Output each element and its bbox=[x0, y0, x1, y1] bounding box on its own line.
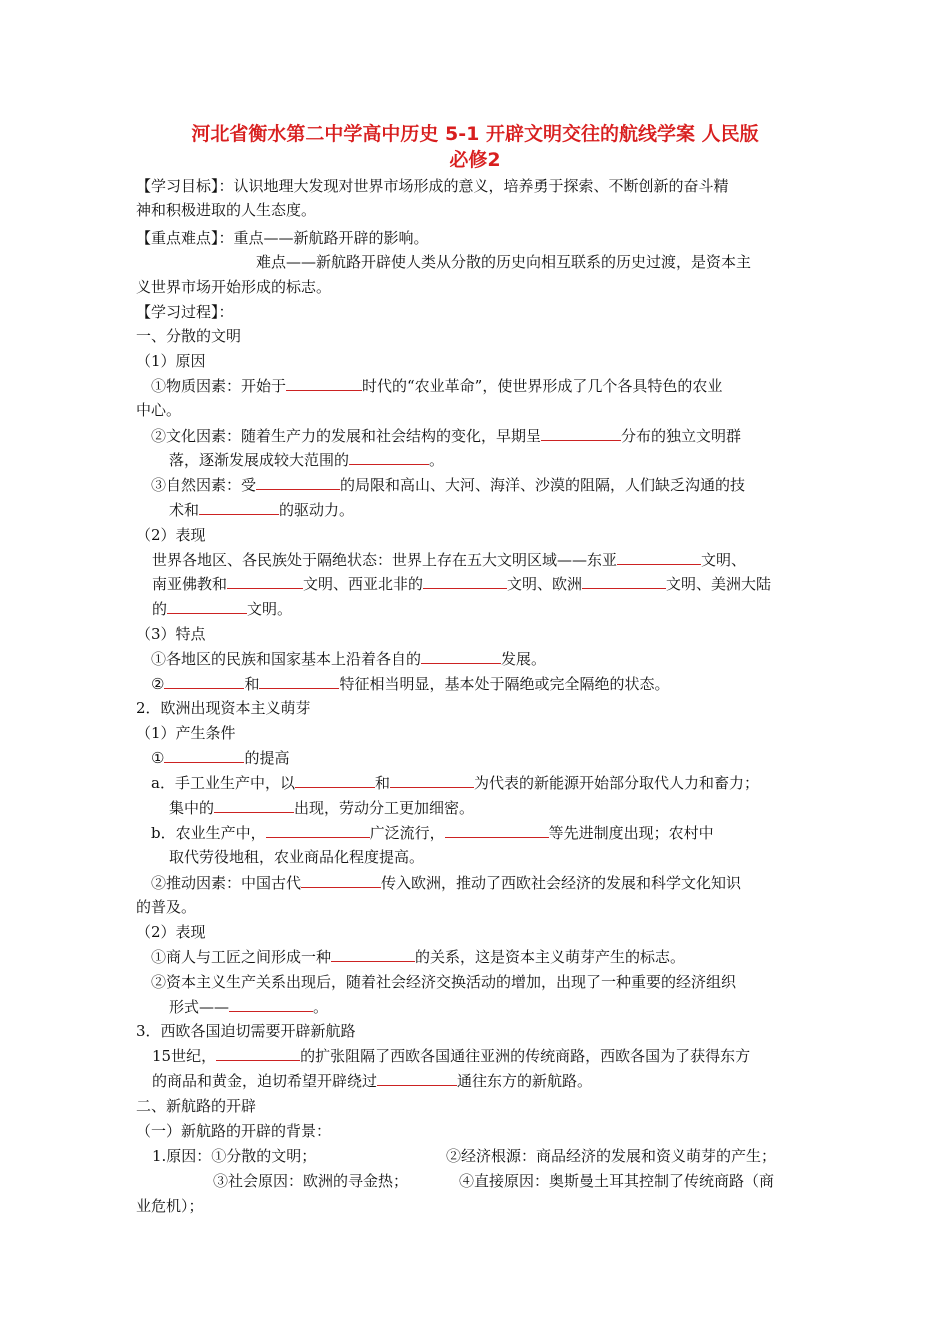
text-line: 取代劳役地租，农业商品化程度提高。 bbox=[169, 848, 425, 866]
text-line: 形式—— 。 bbox=[169, 998, 329, 1016]
fill-blank[interactable] bbox=[164, 747, 244, 763]
text-line: 术和 的驱动力。 bbox=[169, 501, 355, 519]
document-title-line2: 必修2 bbox=[449, 149, 501, 171]
fill-blank[interactable] bbox=[214, 797, 294, 813]
text-line: 的 文明。 bbox=[152, 600, 293, 618]
fill-blank[interactable] bbox=[445, 822, 549, 838]
fill-blank[interactable] bbox=[167, 598, 247, 614]
text-line: 业危机）； bbox=[136, 1197, 204, 1215]
fill-blank[interactable] bbox=[582, 573, 666, 589]
text-line: ③社会原因：欧洲的寻金热； bbox=[213, 1172, 409, 1190]
section-heading: 二、新航路的开辟 bbox=[136, 1097, 257, 1115]
text-line: 世界各地区、各民族处于隔绝状态：世界上存在五大文明区域——东亚 文明、 bbox=[152, 551, 747, 569]
learning-objectives: 【学习目标】：认识地理大发现对世界市场形成的意义，培养勇于探索、不断创新的奋斗精 bbox=[136, 177, 729, 195]
difficult-points: 难点——新航路开辟使人类从分散的历史向相互联系的历史过渡，是资本主 bbox=[256, 253, 752, 271]
subsection-heading: （2）表现 bbox=[136, 923, 206, 941]
fill-blank[interactable] bbox=[349, 449, 429, 465]
subsection-heading: （一）新航路的开辟的背景： bbox=[136, 1122, 332, 1140]
fill-blank[interactable] bbox=[199, 499, 279, 515]
process-heading: 【学习过程】： bbox=[136, 303, 234, 321]
fill-blank[interactable] bbox=[331, 946, 415, 962]
document-title: 河北省衡水第二中学高中历史 5-1 开辟文明交往的航线学案 人民版 bbox=[191, 123, 759, 145]
fill-blank[interactable] bbox=[266, 822, 370, 838]
text-line: 落，逐渐发展成较大范围的 。 bbox=[169, 451, 445, 469]
text-line: ①物质因素：开始于 时代的“农业革命”，使世界形成了几个各具特色的农业 bbox=[151, 377, 723, 395]
text-line: 南亚佛教和 文明、西亚北非的 文明、欧洲 文明、美洲大陆 bbox=[152, 575, 772, 593]
text-line: 15世纪， 的扩张阻隔了西欧各国通往亚洲的传统商路，西欧各国为了获得东方 bbox=[152, 1047, 751, 1065]
text-line: 集中的 出现，劳动分工更加细密。 bbox=[169, 799, 475, 817]
text-line: ② 和 特征相当明显，基本处于隔绝或完全隔绝的状态。 bbox=[151, 675, 670, 693]
subsection-heading: （3）特点 bbox=[136, 625, 206, 643]
fill-blank[interactable] bbox=[617, 549, 701, 565]
text-line: b．农业生产中， 广泛流行， 等先进制度出现；农村中 bbox=[151, 824, 714, 842]
text-line: ②文化因素：随着生产力的发展和社会结构的变化，早期呈 分布的独立文明群 bbox=[151, 427, 742, 445]
fill-blank[interactable] bbox=[256, 474, 340, 490]
key-points: 【重点难点】：重点——新航路开辟的影响。 bbox=[136, 229, 429, 247]
text-line: 1.原因：①分散的文明； bbox=[152, 1147, 317, 1165]
text-line: ②推动因素：中国古代 传入欧洲，推动了西欧社会经济的发展和科学文化知识 bbox=[151, 874, 742, 892]
fill-blank[interactable] bbox=[164, 673, 244, 689]
text-line: 中心。 bbox=[136, 401, 182, 419]
section-heading: 2．欧洲出现资本主义萌芽 bbox=[136, 699, 311, 717]
learning-objectives-cont: 神和积极进取的人生态度。 bbox=[136, 201, 317, 219]
fill-blank[interactable] bbox=[377, 1070, 457, 1086]
section-heading: 一、分散的文明 bbox=[136, 327, 242, 345]
fill-blank[interactable] bbox=[301, 872, 381, 888]
subsection-heading: （1）产生条件 bbox=[136, 724, 236, 742]
fill-blank[interactable] bbox=[390, 772, 474, 788]
fill-blank[interactable] bbox=[259, 673, 339, 689]
text-line: ①各地区的民族和国家基本上沿着各自的 发展。 bbox=[151, 650, 547, 668]
text-line: 的商品和黄金，迫切希望开辟绕过 通往东方的新航路。 bbox=[152, 1072, 593, 1090]
text-line: 的普及。 bbox=[136, 898, 197, 916]
fill-blank[interactable] bbox=[229, 996, 313, 1012]
difficult-points-cont: 义世界市场开始形成的标志。 bbox=[136, 278, 332, 296]
text-line: ②资本主义生产关系出现后，随着社会经济交换活动的增加，出现了一种重要的经济组织 bbox=[151, 973, 737, 991]
fill-blank[interactable] bbox=[286, 375, 362, 391]
section-heading: 3．西欧各国迫切需要开辟新航路 bbox=[136, 1022, 356, 1040]
fill-blank[interactable] bbox=[421, 648, 501, 664]
fill-blank[interactable] bbox=[216, 1045, 300, 1061]
subsection-heading: （2）表现 bbox=[136, 526, 206, 544]
subsection-heading: （1）原因 bbox=[136, 352, 206, 370]
fill-blank[interactable] bbox=[295, 772, 375, 788]
text-line: ③自然因素：受 的局限和高山、大河、海洋、沙漠的阻隔，人们缺乏沟通的技 bbox=[151, 476, 746, 494]
text-line: a．手工业生产中，以 和 为代表的新能源开始部分取代人力和畜力； bbox=[151, 774, 759, 792]
text-line: ②经济根源：商品经济的发展和资义萌芽的产生； bbox=[446, 1147, 777, 1165]
fill-blank[interactable] bbox=[423, 573, 507, 589]
fill-blank[interactable] bbox=[541, 425, 621, 441]
fill-blank[interactable] bbox=[227, 573, 303, 589]
text-line: ④直接原因：奥斯曼土耳其控制了传统商路（商 bbox=[459, 1172, 775, 1190]
text-line: ①商人与工匠之间形成一种 的关系，这是资本主义萌芽产生的标志。 bbox=[151, 948, 686, 966]
text-line: ① 的提高 bbox=[151, 749, 290, 767]
